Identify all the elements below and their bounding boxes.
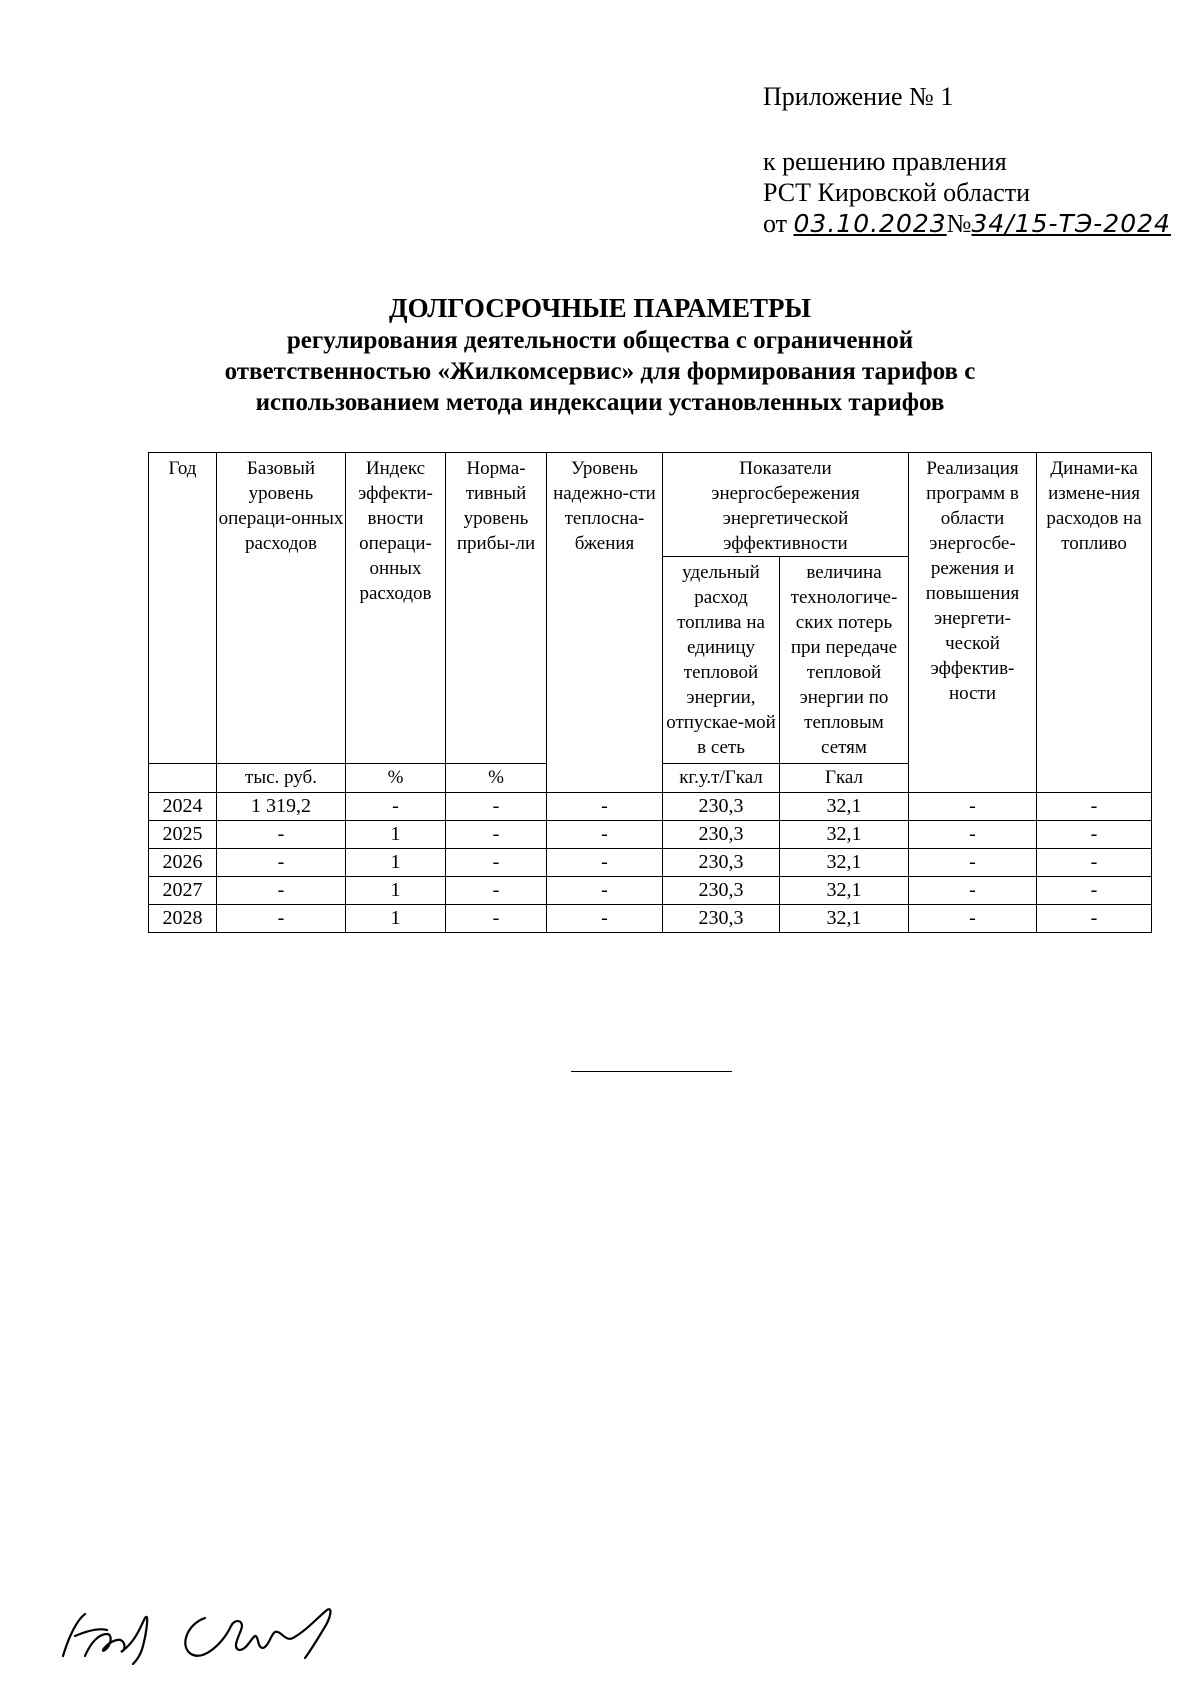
- cell-base-level: -: [217, 877, 346, 905]
- parameters-table: [148, 452, 1152, 933]
- title-line-3: ответственностью «Жилкомсервис» для формирования тарифов с: [224, 358, 976, 385]
- table-row: [149, 905, 1152, 933]
- header-row-1: [149, 453, 1152, 557]
- header-base-level: Базовый уровень операци-онных расходов: [217, 453, 346, 764]
- cell-reliability: -: [547, 793, 663, 821]
- cell-heat-losses: 32,1: [780, 849, 909, 877]
- cell-efficiency-index: -: [346, 793, 446, 821]
- data-rows: [149, 793, 1152, 933]
- header-normative-profit: Норма-тивный уровень прибы-ли: [446, 453, 547, 764]
- cell-normative-profit: -: [446, 877, 547, 905]
- unit-fuel-consumption: кг.у.т/Гкал: [663, 764, 780, 793]
- cell-base-level: 1 319,2: [217, 793, 346, 821]
- cell-base-level: -: [217, 905, 346, 933]
- cell-normative-profit: -: [446, 821, 547, 849]
- appendix-label: Приложение № 1: [763, 82, 954, 111]
- header-efficiency-index: Индекс эффекти-вности операци-онных расходов: [346, 453, 446, 764]
- cell-year: 2025: [149, 821, 217, 849]
- cell-reliability: -: [547, 849, 663, 877]
- document-title: [150, 292, 1050, 418]
- cell-year: 2024: [149, 793, 217, 821]
- cell-programs: -: [909, 849, 1037, 877]
- header-reliability: Уровень надежно-сти теплосна-бжения: [547, 453, 663, 793]
- cell-reliability: -: [547, 905, 663, 933]
- unit-normative-profit: %: [446, 764, 547, 793]
- decision-date-line: [763, 208, 1171, 239]
- cell-fuel-dynamics: -: [1037, 793, 1152, 821]
- unit-year: [149, 764, 217, 793]
- cell-efficiency-index: 1: [346, 905, 446, 933]
- title-line-4: использованием метода индексации установленных тарифов: [255, 389, 945, 416]
- table-row: [149, 877, 1152, 905]
- cell-programs: -: [909, 821, 1037, 849]
- cell-reliability: -: [547, 821, 663, 849]
- cell-fuel-dynamics: -: [1037, 821, 1152, 849]
- decision-reference: [763, 146, 1171, 239]
- cell-efficiency-index: 1: [346, 821, 446, 849]
- cell-heat-losses: 32,1: [780, 877, 909, 905]
- cell-efficiency-index: 1: [346, 877, 446, 905]
- number-prefix: №: [946, 209, 972, 238]
- signature-image: [55, 1590, 375, 1670]
- cell-year: 2027: [149, 877, 217, 905]
- cell-fuel-consumption: 230,3: [663, 877, 780, 905]
- header-year: Год: [149, 453, 217, 764]
- cell-heat-losses: 32,1: [780, 905, 909, 933]
- header-energy-indicators: Показатели энергосбережения энергетической эффективности: [663, 453, 909, 557]
- cell-fuel-dynamics: -: [1037, 877, 1152, 905]
- table-row: [149, 793, 1152, 821]
- cell-programs: -: [909, 877, 1037, 905]
- cell-fuel-consumption: 230,3: [663, 849, 780, 877]
- title-line-2: регулирования деятельности общества с ограниченной: [286, 327, 914, 354]
- table-row: [149, 849, 1152, 877]
- cell-reliability: -: [547, 877, 663, 905]
- cell-fuel-consumption: 230,3: [663, 821, 780, 849]
- cell-fuel-consumption: 230,3: [663, 793, 780, 821]
- cell-base-level: -: [217, 821, 346, 849]
- cell-year: 2028: [149, 905, 217, 933]
- cell-normative-profit: -: [446, 905, 547, 933]
- header-fuel-consumption: удельный расход топлива на единицу тепловой энергии, отпускае-мой в сеть: [663, 557, 780, 764]
- cell-fuel-consumption: 230,3: [663, 905, 780, 933]
- header-heat-losses: величина технологиче-ских потерь при передаче тепловой энергии по тепловым сетям: [780, 557, 909, 764]
- cell-heat-losses: 32,1: [780, 793, 909, 821]
- header-programs: Реализация программ в области энергосбе-режения и повышения энергети-ческой эффектив-ности: [909, 453, 1037, 793]
- decision-line-2: РСТ Кировской области: [763, 178, 1031, 207]
- unit-base-level: тыс. руб.: [217, 764, 346, 793]
- cell-fuel-dynamics: -: [1037, 849, 1152, 877]
- date-prefix: от: [763, 209, 788, 238]
- cell-programs: -: [909, 905, 1037, 933]
- cell-programs: -: [909, 793, 1037, 821]
- unit-heat-losses: Гкал: [780, 764, 909, 793]
- decision-line-1: к решению правления: [763, 147, 1007, 176]
- cell-year: 2026: [149, 849, 217, 877]
- header-fuel-dynamics: Динами-ка измене-ния расходов на топливо: [1037, 453, 1152, 793]
- cell-efficiency-index: 1: [346, 849, 446, 877]
- cell-base-level: -: [217, 849, 346, 877]
- unit-efficiency-index: %: [346, 764, 446, 793]
- cell-normative-profit: -: [446, 849, 547, 877]
- table-row: [149, 821, 1152, 849]
- decision-date: 03.10.2023: [793, 209, 947, 238]
- cell-normative-profit: -: [446, 793, 547, 821]
- end-divider: [571, 1071, 732, 1072]
- decision-number: 34/15-ТЭ-2024: [971, 209, 1171, 238]
- title-main: ДОЛГОСРОЧНЫЕ ПАРАМЕТРЫ: [389, 293, 811, 323]
- cell-fuel-dynamics: -: [1037, 905, 1152, 933]
- cell-heat-losses: 32,1: [780, 821, 909, 849]
